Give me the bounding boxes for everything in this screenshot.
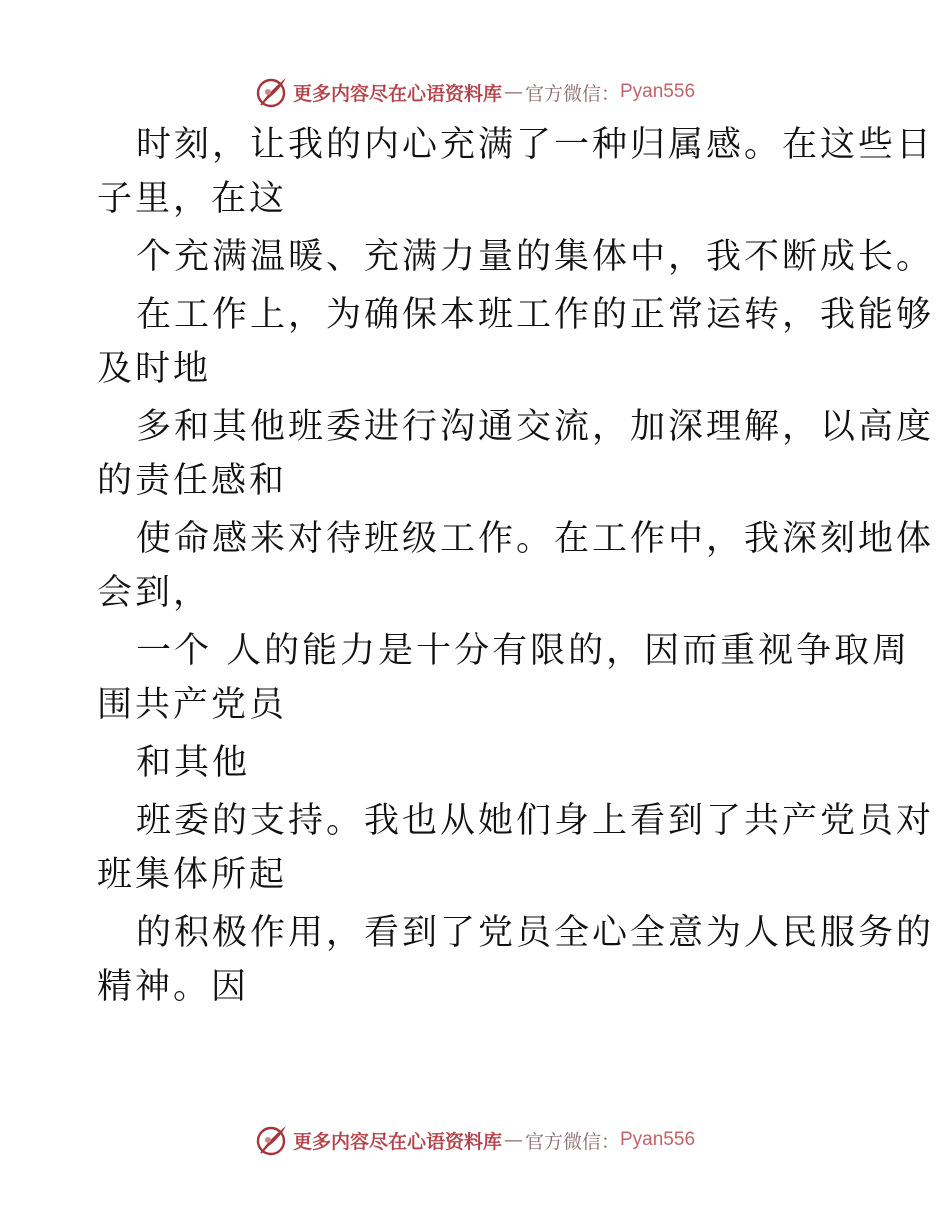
text-line: 在工作上，为确保本班工作的正常运转，我能够 — [136, 295, 935, 335]
text-line: 的责任感和 — [97, 461, 288, 501]
banner-wechat-id: Pyan556 — [620, 1129, 696, 1150]
banner-wechat-id: Pyan556 — [620, 81, 696, 102]
text-line: 使命感来对待班级工作。在工作中，我深刻地体 — [136, 519, 935, 559]
text-line: 班委的支持。我也从她们身上看到了共产党员对 — [136, 801, 935, 841]
text-line: 班集体所起 — [97, 855, 288, 895]
text-line: 围共产党员 — [97, 685, 288, 725]
banner-dash: — — [503, 1129, 523, 1151]
text-line: 精神。因 — [97, 967, 250, 1007]
text-line: 的积极作用，看到了党员全心全意为人民服务的 — [136, 913, 935, 953]
header-banner — [0, 72, 950, 112]
text-line: 会到， — [97, 573, 212, 613]
banner-library-text: 更多内容尽在心语资料库 — [292, 82, 502, 105]
text-line: 时刻，让我的内心充满了一种归属感。在这些日 — [136, 125, 935, 165]
feather-quill-icon — [255, 1123, 289, 1157]
text-line: 和其他 — [136, 743, 251, 783]
banner-wechat-label: 官方微信： — [524, 1130, 620, 1153]
text-line: 及时地 — [97, 349, 212, 389]
text-line: 个充满温暖、充满力量的集体中，我不断成长。 — [136, 237, 935, 277]
text-line: 一个 人的能力是十分有限的，因而重视争取周 — [136, 631, 911, 671]
footer-banner — [0, 1120, 950, 1160]
banner-dash: — — [503, 81, 523, 103]
feather-quill-icon — [255, 75, 289, 109]
text-line: 多和其他班委进行沟通交流，加深理解，以高度 — [136, 407, 935, 447]
banner-library-text: 更多内容尽在心语资料库 — [292, 1130, 502, 1153]
banner-wechat-label: 官方微信： — [524, 82, 620, 105]
document-body — [97, 118, 935, 1014]
text-line: 子里，在这 — [97, 179, 288, 219]
